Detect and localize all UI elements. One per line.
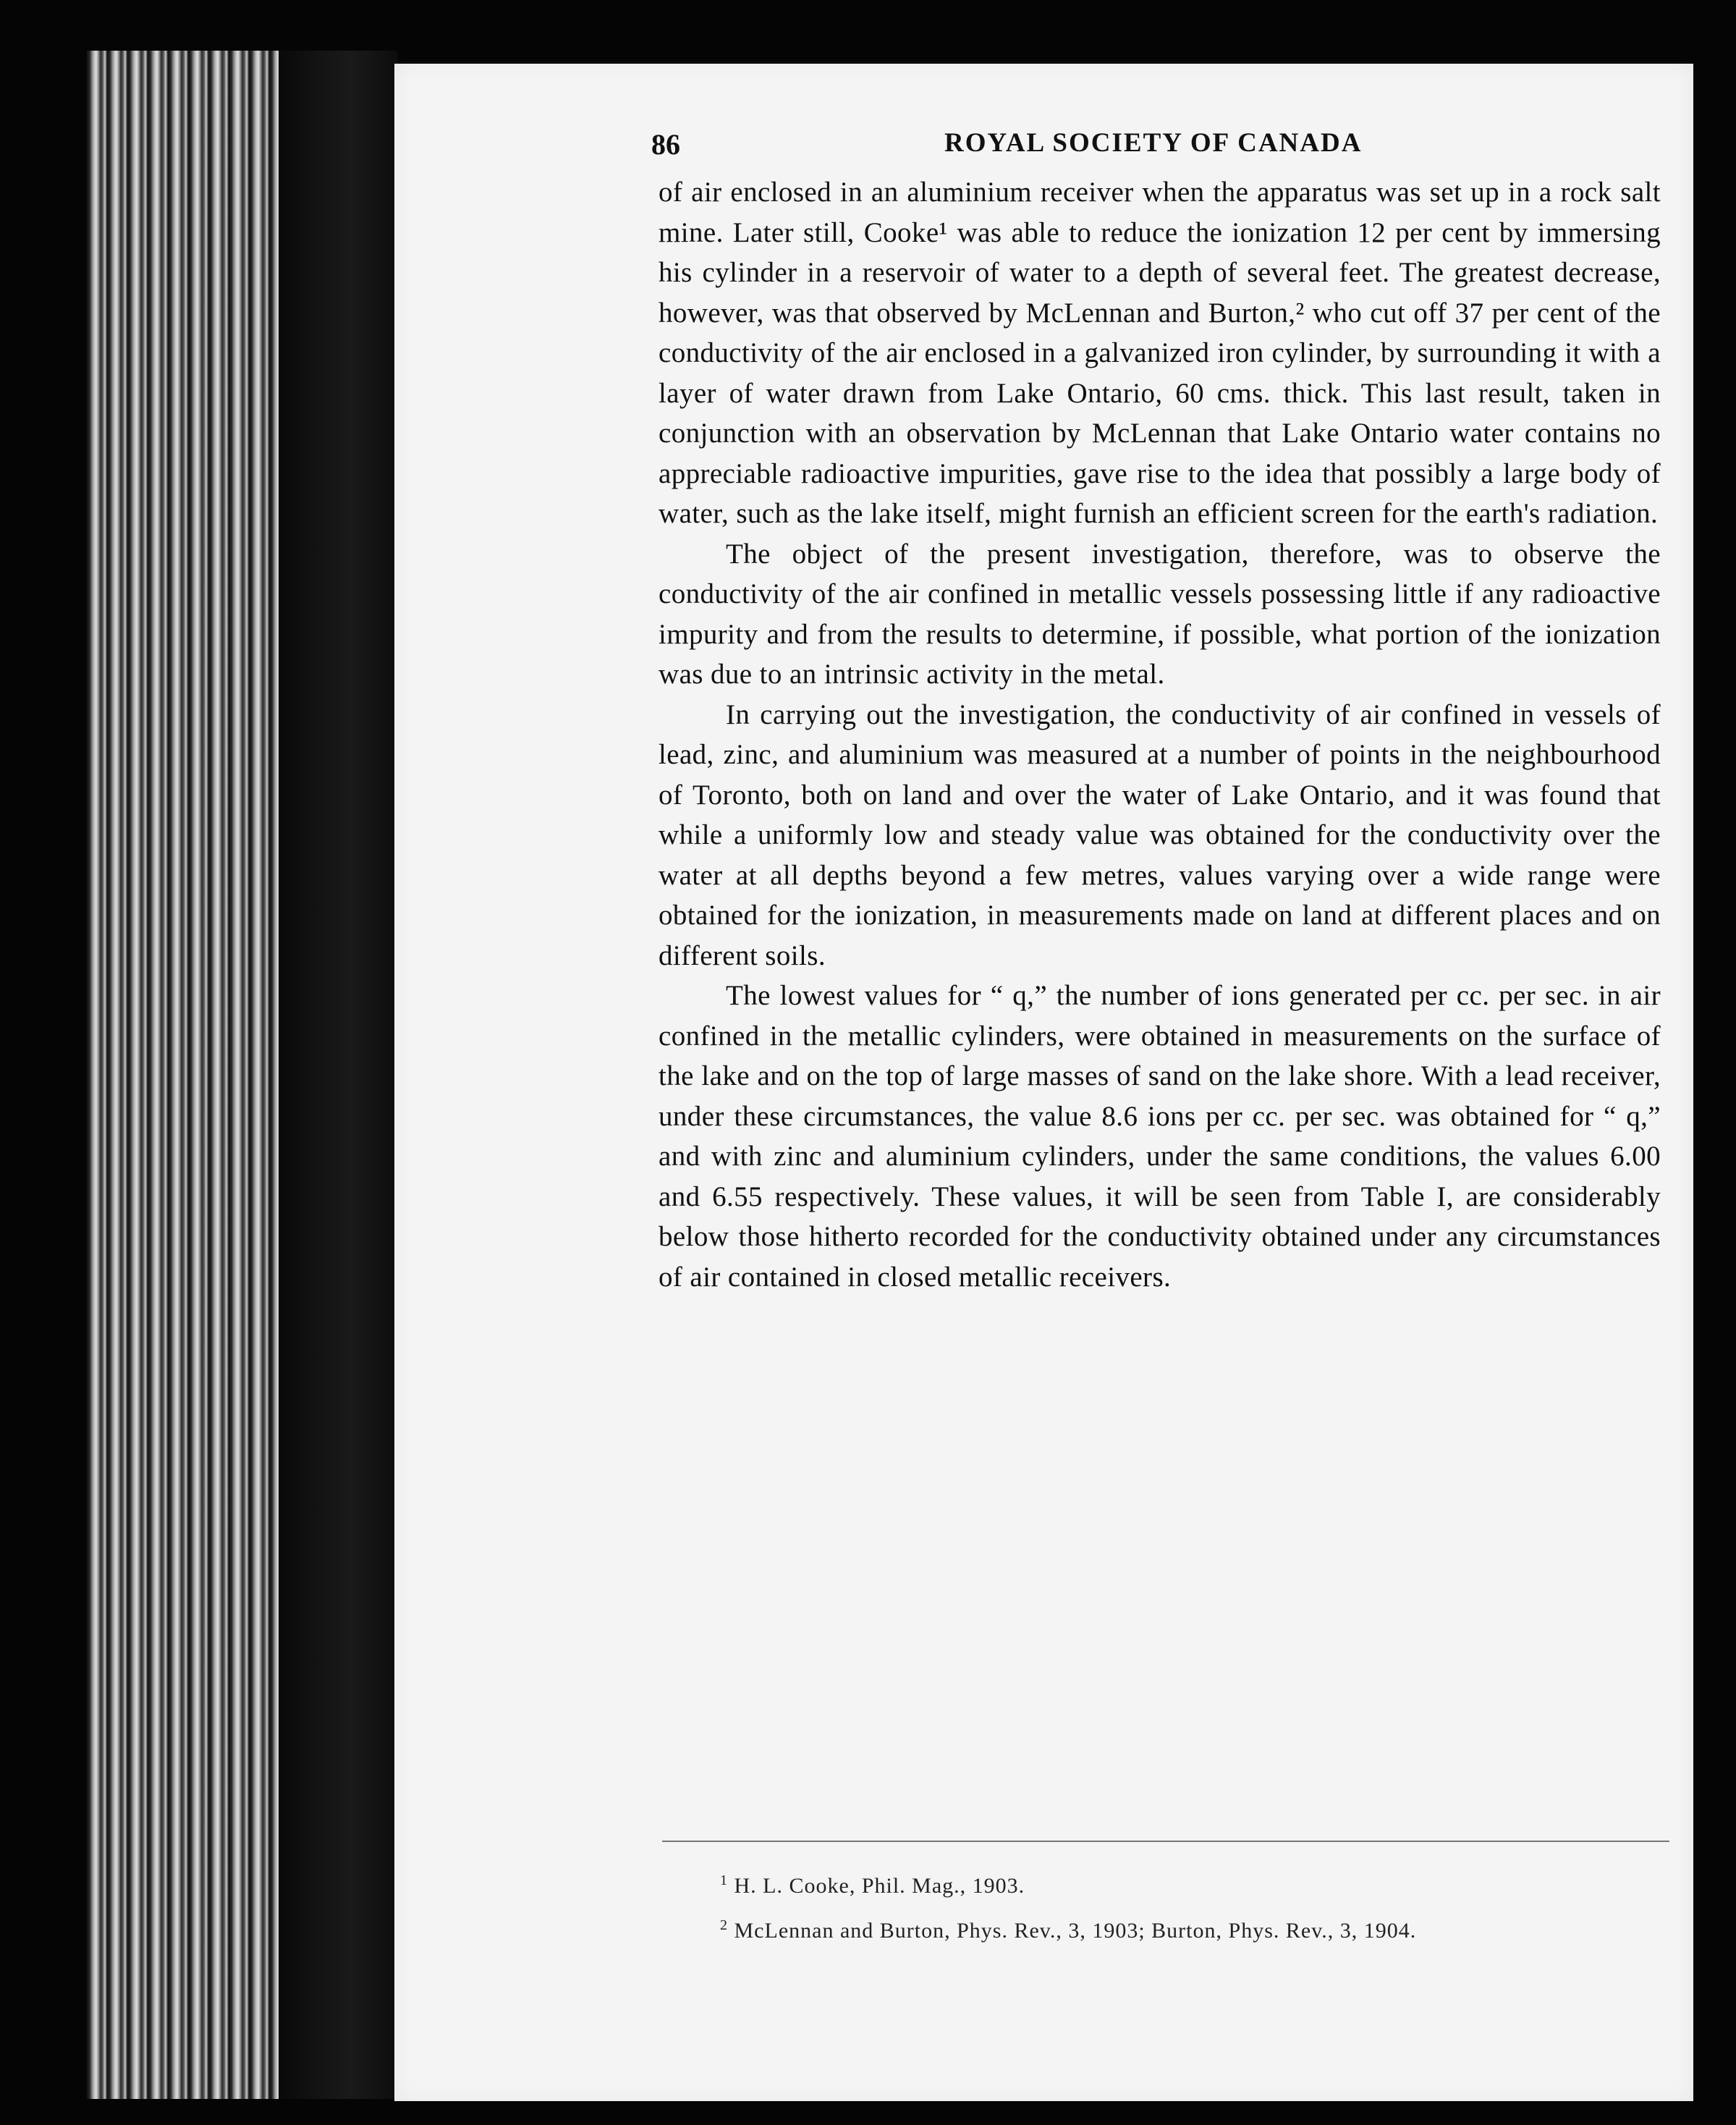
running-head: ROYAL SOCIETY OF CANADA xyxy=(944,128,1363,158)
body-text xyxy=(659,172,1661,1297)
book-page-edges xyxy=(87,51,398,2099)
footnote-text: H. L. Cooke, Phil. Mag., 1903. xyxy=(734,1874,1025,1898)
footnote-mark: 2 xyxy=(720,1917,728,1933)
document-page xyxy=(394,64,1693,2101)
footnotes xyxy=(720,1861,1674,1951)
page-number: 86 xyxy=(651,128,680,161)
paragraph-continuation: of air enclosed in an aluminium receiver when the apparatus was set up in a rock salt mine. Later still, Cooke¹ was able to reduce the ionization 12 per cent by immersing his cylinder in a reservoir of water to a depth of several feet. The greatest decrease, however, was that observed by McLennan and Burton,² who cut off 37 per cent of the conductivity of the air enclosed in a galvanized iron cylinder, by surrounding it with a layer of water drawn from Lake Ontario, 60 cms. thick. This last result, taken in conjunction with an observation by McLennan that Lake Ontario water contains no appreciable radioactive impurities, gave rise to the idea that possibly a large body of water, such as the lake itself, might furnish an efficient screen for the earth's radiation. xyxy=(659,177,1661,529)
footnote-1 xyxy=(720,1861,1674,1906)
paragraph-investigation-object: The object of the present investigation, therefore, was to observe the conductivity of the air confined in metallic vessels possessing little if any radioactive impurity and from the results to determine, if possible, what portion of the ionization was due to an intrinsic activity in the metal. xyxy=(659,538,1661,690)
paragraph-lowest-values: The lowest values for “ q,” the number of ions generated per cc. per sec. in air confined in the metallic cylinders, were obtained in measurements on the surface of the lake and on the top of large masses of sand on the lake shore. With a lead receiver, under these circumstances, the value 8.6 ions per cc. per sec. was obtained for “ q,” and with zinc and aluminium cylinders, under the same conditions, the values 6.00 and 6.55 respectively. These values, it will be seen from Table I, are considerably below those hitherto recorded for the conductivity obtained under any circumstances of air contained in closed metallic receivers. xyxy=(659,980,1661,1293)
footnote-separator xyxy=(662,1841,1669,1842)
footnote-2 xyxy=(720,1906,1674,1951)
footnote-mark: 1 xyxy=(720,1872,728,1888)
footnote-text: McLennan and Burton, Phys. Rev., 3, 1903; Burton, Phys. Rev., 3, 1904. xyxy=(734,1919,1417,1943)
page-header xyxy=(651,127,1646,171)
paragraph-investigation-method: In carrying out the investigation, the conductivity of air confined in vessels of lead, zinc, and aluminium was measured at a number of points in the neighbourhood of Toronto, both on land and over the water of Lake Ontario, and it was found that while a uniformly low and steady value was obtained for the conductivity over the water at all depths beyond a few metres, values varying over a wide range were obtained for the ionization, in measurements made on land at different places and on different soils. xyxy=(659,698,1661,971)
